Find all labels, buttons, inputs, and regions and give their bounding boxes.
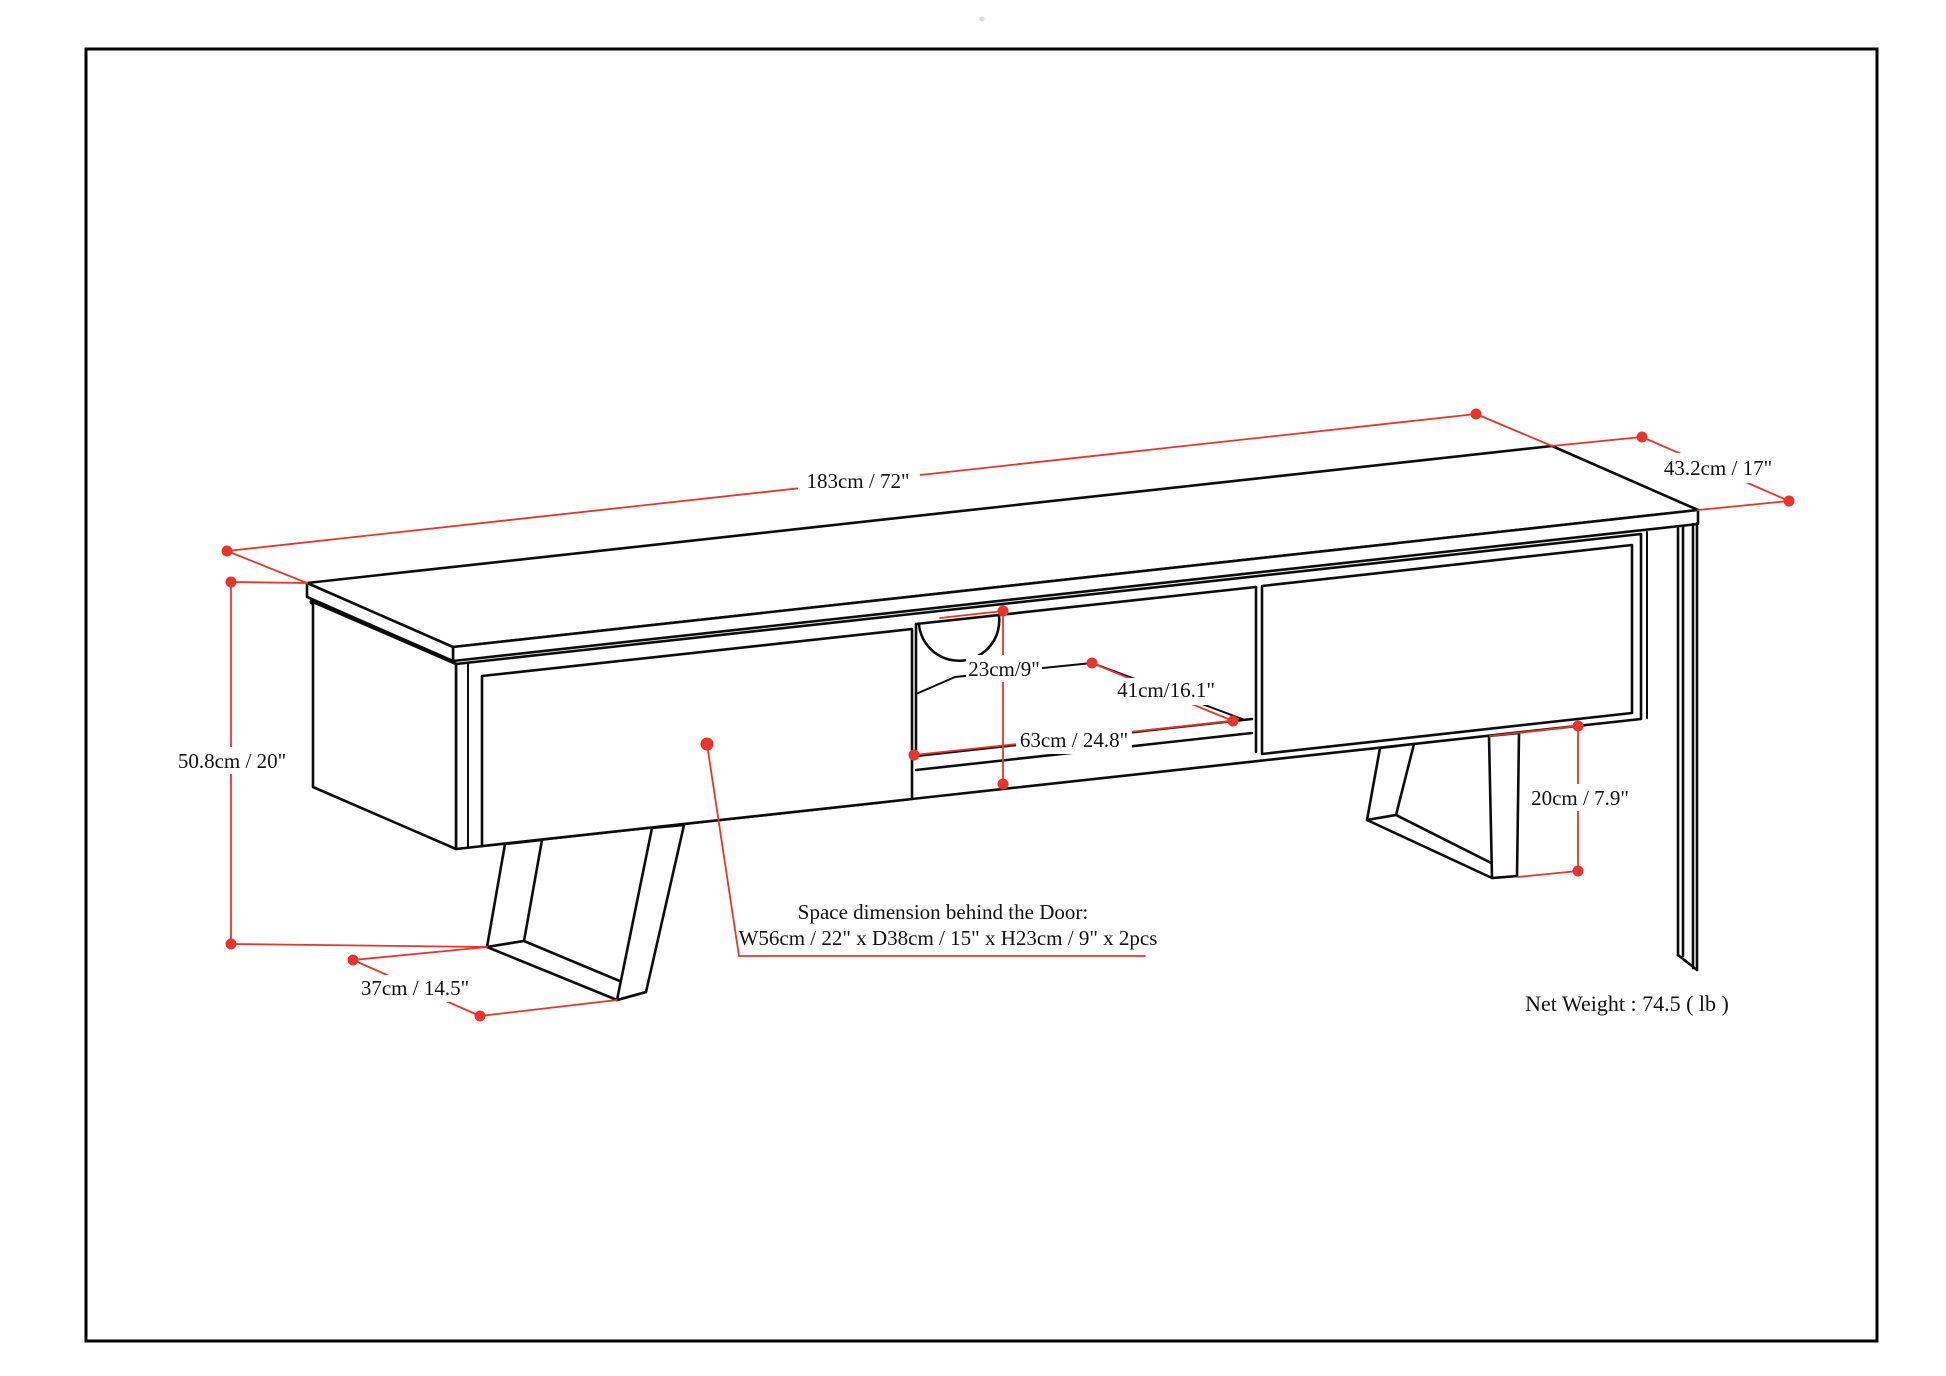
dim-overall-width-ext-right [1476, 414, 1552, 446]
door-note-line1: Space dimension behind the Door: [797, 900, 1089, 924]
leg-span-label: 37cm / 14.5" [360, 976, 470, 1000]
left-leg [487, 825, 684, 1000]
dim-overall-depth-ext-back [1552, 437, 1642, 446]
dim-overall-width-ext-left [227, 551, 307, 583]
opening-width-label: 63cm / 24.8" [1019, 728, 1129, 752]
dot-interior-back [1087, 658, 1098, 669]
right-leg-front-bar [1489, 733, 1519, 878]
end-leg [1678, 523, 1697, 970]
interior-depth-label: 41cm/16.1" [1117, 678, 1215, 702]
left-leg-front-bar [487, 840, 542, 947]
print-artifact-dot [980, 17, 985, 22]
dot-legspan-back [475, 1011, 486, 1022]
dot-openwidth-left [909, 750, 920, 761]
right-leg-back-bar [1367, 744, 1414, 820]
dot-legheight-bottom [1573, 866, 1584, 877]
door-note-line2: W56cm / 22" x D38cm / 15" x H23cm / 9" x 2pcs [738, 926, 1158, 950]
net-weight-label: Net Weight : 74.5 ( lb ) [1525, 991, 1729, 1016]
dim-overall-depth-ext-front [1698, 501, 1789, 510]
dim-leg-height-ext-bottom [1518, 871, 1578, 877]
dot-depth-front [1784, 496, 1795, 507]
dim-leg-span-ext-back [480, 1000, 617, 1016]
opening-height-label: 23cm/9" [968, 657, 1040, 681]
dot-height-top [226, 577, 237, 588]
dot-opening-top [998, 606, 1009, 617]
left-leg-back-bar [617, 825, 684, 1000]
overall-height-label: 50.8cm / 20" [177, 749, 287, 773]
overall-width-label: 183cm / 72" [806, 469, 910, 493]
dot-legspan-front [348, 955, 359, 966]
dim-overall-height-ext-bottom [231, 944, 487, 947]
dot-opening-bottom [998, 779, 1009, 790]
dot-width-left [222, 546, 233, 557]
dim-leg-span-ext-front [353, 947, 487, 960]
dot-width-right [1471, 409, 1482, 420]
dot-legheight-top [1573, 721, 1584, 732]
dot-interior-front [1228, 716, 1239, 727]
overall-depth-label: 43.2cm / 17" [1663, 456, 1773, 480]
door-note-anchor-dot [701, 738, 714, 751]
dot-depth-back [1637, 432, 1648, 443]
dim-overall-height-ext-top [231, 582, 307, 583]
leg-height-label: 20cm / 7.9" [1531, 786, 1629, 810]
dot-height-bottom [226, 939, 237, 950]
right-leg [1367, 733, 1519, 878]
